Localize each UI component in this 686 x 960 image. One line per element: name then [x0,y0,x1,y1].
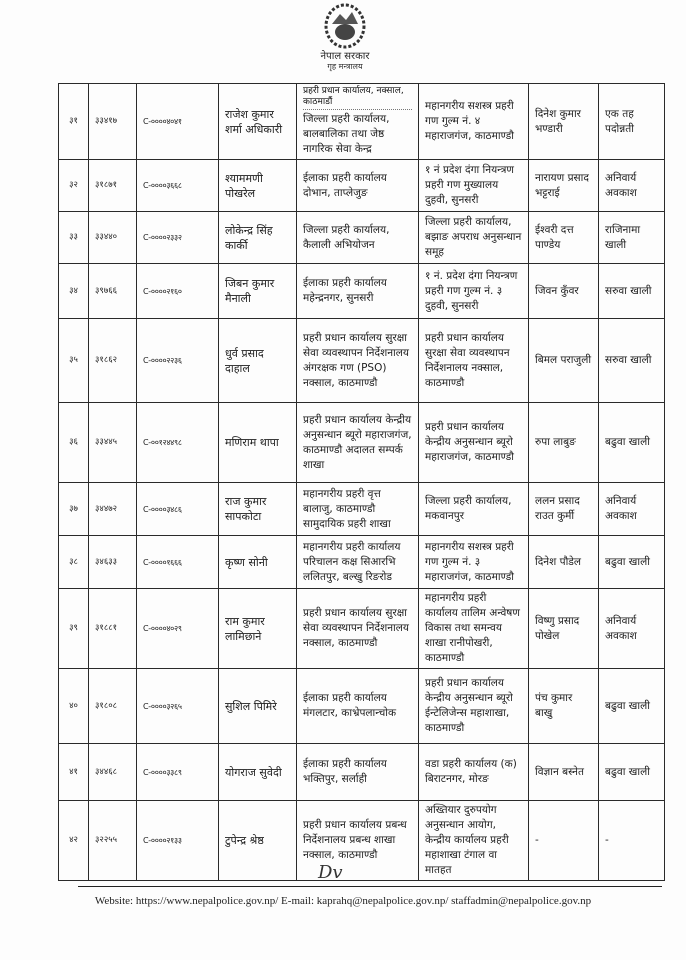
new-office-cell: महानगरीय प्रहरी कार्यालय तालिम अन्वेषण विकास तथा समन्वय शाखा रानीपोखरी, काठमाण्डौ [419,589,529,669]
new-office-cell: महानगरीय सशस्त्र प्रहरी गण गुल्म नं. ३ महाराजगंज, काठमाण्डौ [419,536,529,589]
serial-number-cell: ३४ [59,264,89,319]
current-office-cell: प्रहरी प्रधान कार्यालय सुरक्षा सेवा व्यवस्थापन निर्देशनालय नक्साल, काठमाण्डौ [297,589,419,669]
current-office-cell: प्रहरी प्रधान कार्यालय केन्द्रीय अनुसन्धान ब्यूरो महाराजगंज, काठमाण्डौ अदालत सम्पर्क शाखा [297,403,419,483]
table-row [59,536,665,589]
current-office-cell: महानगरीय प्रहरी कार्यालय परिचालन कक्ष सिआरभि ललितपुर, बल्खु रिङरोड [297,536,419,589]
personnel-id-cell: ३३४१७ [89,84,137,160]
remarks-cell: बढुवा खाली [599,536,665,589]
remarks-cell: बढुवा खाली [599,669,665,744]
code-number-cell: C-००००३६६८ [137,160,219,212]
replacement-name-cell: विज्ञान बस्नेत [529,744,599,801]
replacement-name-cell: नारायण प्रसाद भट्टराई [529,160,599,212]
replacement-name-cell: ईश्वरी दत्त पाण्डेय [529,212,599,264]
remarks-cell: बढुवा खाली [599,744,665,801]
employee-name-cell: योगराज सुवेदी [219,744,297,801]
personnel-id-cell: ३९७६६ [89,264,137,319]
remarks-cell: सरुवा खाली [599,264,665,319]
remarks-cell: बढुवा खाली [599,403,665,483]
table-row [59,669,665,744]
replacement-name-cell: रुपा लाबुङ [529,403,599,483]
current-office-text: जिल्ला प्रहरी कार्यालय, बालबालिका तथा जेष्ठ नागरिक सेवा केन्द्र [303,113,390,155]
current-office-cell: प्रहरी प्रधान कार्यालय सुरक्षा सेवा व्यवस्थापन निर्देशनालय अंगरक्षक गण (PSO) नक्साल, काठमाण्डौ [297,319,419,403]
personnel-id-cell: ३४६३३ [89,536,137,589]
ministry-text: गृह मन्त्रालय [327,62,363,71]
current-office-cell: ईलाका प्रहरी कार्यालय भक्तिपुर, सर्लाही [297,744,419,801]
footer-divider [78,886,662,887]
code-number-cell: C-००००४०२९ [137,589,219,669]
personnel-id-cell: ३३४४० [89,212,137,264]
replacement-name-cell: - [529,801,599,881]
current-office-cell: प्रहरी प्रधान कार्यालय प्रबन्ध निर्देशनालय प्रबन्ध शाखा नक्साल, काठमाण्डौ [297,801,419,881]
serial-number-cell: ४० [59,669,89,744]
replacement-name-cell: जिवन कुँवर [529,264,599,319]
personnel-id-cell: ३१८७१ [89,160,137,212]
transfer-table [58,83,665,881]
code-number-cell: C-००००३२६५ [137,669,219,744]
code-number-cell: C-००००२२३६ [137,319,219,403]
employee-name-cell: सुशिल पिमिरे [219,669,297,744]
table-row [59,483,665,536]
remarks-cell: अनिवार्य अवकाश [599,160,665,212]
remarks-cell: अनिवार्य अवकाश [599,589,665,669]
table-row [59,160,665,212]
serial-number-cell: ३२ [59,160,89,212]
table-row [59,319,665,403]
new-office-cell: प्रहरी प्रधान कार्यालय सुरक्षा सेवा व्यवस्थापन निर्देशनालय नक्साल, काठमाण्डौ [419,319,529,403]
personnel-id-cell: ३१८०८ [89,669,137,744]
personnel-id-cell: ३४४७२ [89,483,137,536]
nepal-government-emblem [297,2,393,82]
new-office-cell: जिल्ला प्रहरी कार्यालय, बझाङ अपराध अनुसन्धान समूह [419,212,529,264]
employee-name-cell: लोकेन्द्र सिंह कार्की [219,212,297,264]
replacement-name-cell: पंच कुमार बाखु [529,669,599,744]
current-office-cell: ईलाका प्रहरी कार्यालय दोभान, ताप्लेजुङ [297,160,419,212]
table-row [59,403,665,483]
code-number-cell: C-००००१६६६ [137,536,219,589]
new-office-cell: वडा प्रहरी कार्यालय (क) बिराटनगर, मोरङ [419,744,529,801]
replacement-name-cell: ललन प्रसाद राउत कुर्मी [529,483,599,536]
serial-number-cell: ३६ [59,403,89,483]
new-office-cell: १ नं प्रदेश दंगा नियन्त्रण प्रहरी गण मुख्यालय दुहवी, सुनसरी [419,160,529,212]
employee-name-cell: श्याममणी पोखरेल [219,160,297,212]
remarks-cell: सरुवा खाली [599,319,665,403]
personnel-id-cell: ३२२५५ [89,801,137,881]
remarks-cell: अनिवार्य अवकाश [599,483,665,536]
serial-number-cell: ३३ [59,212,89,264]
remarks-cell: राजिनामा खाली [599,212,665,264]
serial-number-cell: ३८ [59,536,89,589]
table-row [59,84,665,160]
current-office-cell [297,84,419,160]
new-office-cell: महानगरीय सशस्त्र प्रहरी गण गुल्म नं. ४ महाराजगंज, काठमाण्डौ [419,84,529,160]
code-number-cell: C-००००३३८९ [137,744,219,801]
code-number-cell: C-००००३४८६ [137,483,219,536]
personnel-id-cell: ३४४६८ [89,744,137,801]
employee-name-cell: कृष्ण सोनी [219,536,297,589]
table-row [59,744,665,801]
new-office-cell: जिल्ला प्रहरी कार्यालय, मकवानपुर [419,483,529,536]
code-number-cell: C-००१२४४९८ [137,403,219,483]
table-row [59,212,665,264]
code-number-cell: C-००००४०४१ [137,84,219,160]
serial-number-cell: ४२ [59,801,89,881]
serial-number-cell: ३७ [59,483,89,536]
office-stamp: प्रहरी प्रधान कार्यालय, नक्साल, काठमाडौं [303,86,412,110]
employee-name-cell: राम कुमार लामिछाने [219,589,297,669]
serial-number-cell: ३९ [59,589,89,669]
code-number-cell: C-००००२३३२ [137,212,219,264]
personnel-id-cell: ३१८६२ [89,319,137,403]
employee-name-cell: टुपेन्द्र श्रेष्ठ [219,801,297,881]
personnel-id-cell: ३३४४५ [89,403,137,483]
footer-contact: Website: https://www.nepalpolice.gov.np/ E-mail: kaprahq@nepalpolice.gov.np/ staffadmin@nepalpolice.gov.np [94,895,592,907]
new-office-cell: १ नं. प्रदेश दंगा नियन्त्रण प्रहरी गण गुल्म नं. ३ दुहवी, सुनसरी [419,264,529,319]
new-office-cell: प्रहरी प्रधान कार्यालय केन्द्रीय अनुसन्धान ब्यूरो महाराजगंज, काठमाण्डौ [419,403,529,483]
replacement-name-cell: दिनेश कुमार भण्डारी [529,84,599,160]
emblem-text: नेपाल सरकार [320,51,370,62]
new-office-cell: प्रहरी प्रधान कार्यालय केन्द्रीय अनुसन्धान ब्यूरो ईन्टेलिजेन्स महाशाखा, काठमाण्डौ [419,669,529,744]
current-office-cell: जिल्ला प्रहरी कार्यालय, कैलाली अभियोजन [297,212,419,264]
code-number-cell: C-००००२१६० [137,264,219,319]
remarks-cell: एक तह पदोन्नती [599,84,665,160]
current-office-cell: ईलाका प्रहरी कार्यालय मंगलटार, काभ्रेपलान्चोक [297,669,419,744]
remarks-cell: - [599,801,665,881]
emblem-icon [322,2,368,50]
current-office-cell: ईलाका प्रहरी कार्यालय महेन्द्रनगर, सुनसरी [297,264,419,319]
new-office-cell: अख्तियार दुरुपयोग अनुसन्धान आयोग, केन्द्रीय कार्यालय प्रहरी महाशाखा टंगाल वा मातहत [419,801,529,881]
serial-number-cell: ४१ [59,744,89,801]
serial-number-cell: ३५ [59,319,89,403]
signature: Dv [318,862,343,883]
employee-name-cell: मणिराम थापा [219,403,297,483]
employee-name-cell: जिबन कुमार मैनाली [219,264,297,319]
employee-name-cell: राजेश कुमार शर्मा अधिकारी [219,84,297,160]
table-row [59,801,665,881]
current-office-cell: महानगरीय प्रहरी वृत्त बालाजु, काठमाण्डौ सामुदायिक प्रहरी शाखा [297,483,419,536]
replacement-name-cell: विष्णु प्रसाद पोखेल [529,589,599,669]
table-row [59,264,665,319]
employee-name-cell: धुर्व प्रसाद दाहाल [219,319,297,403]
employee-name-cell: राज कुमार सापकोटा [219,483,297,536]
personnel-id-cell: ३१८८१ [89,589,137,669]
replacement-name-cell: दिनेश पौडेल [529,536,599,589]
code-number-cell: C-००००२१३३ [137,801,219,881]
serial-number-cell: ३१ [59,84,89,160]
replacement-name-cell: बिमल पराजुली [529,319,599,403]
table-row [59,589,665,669]
